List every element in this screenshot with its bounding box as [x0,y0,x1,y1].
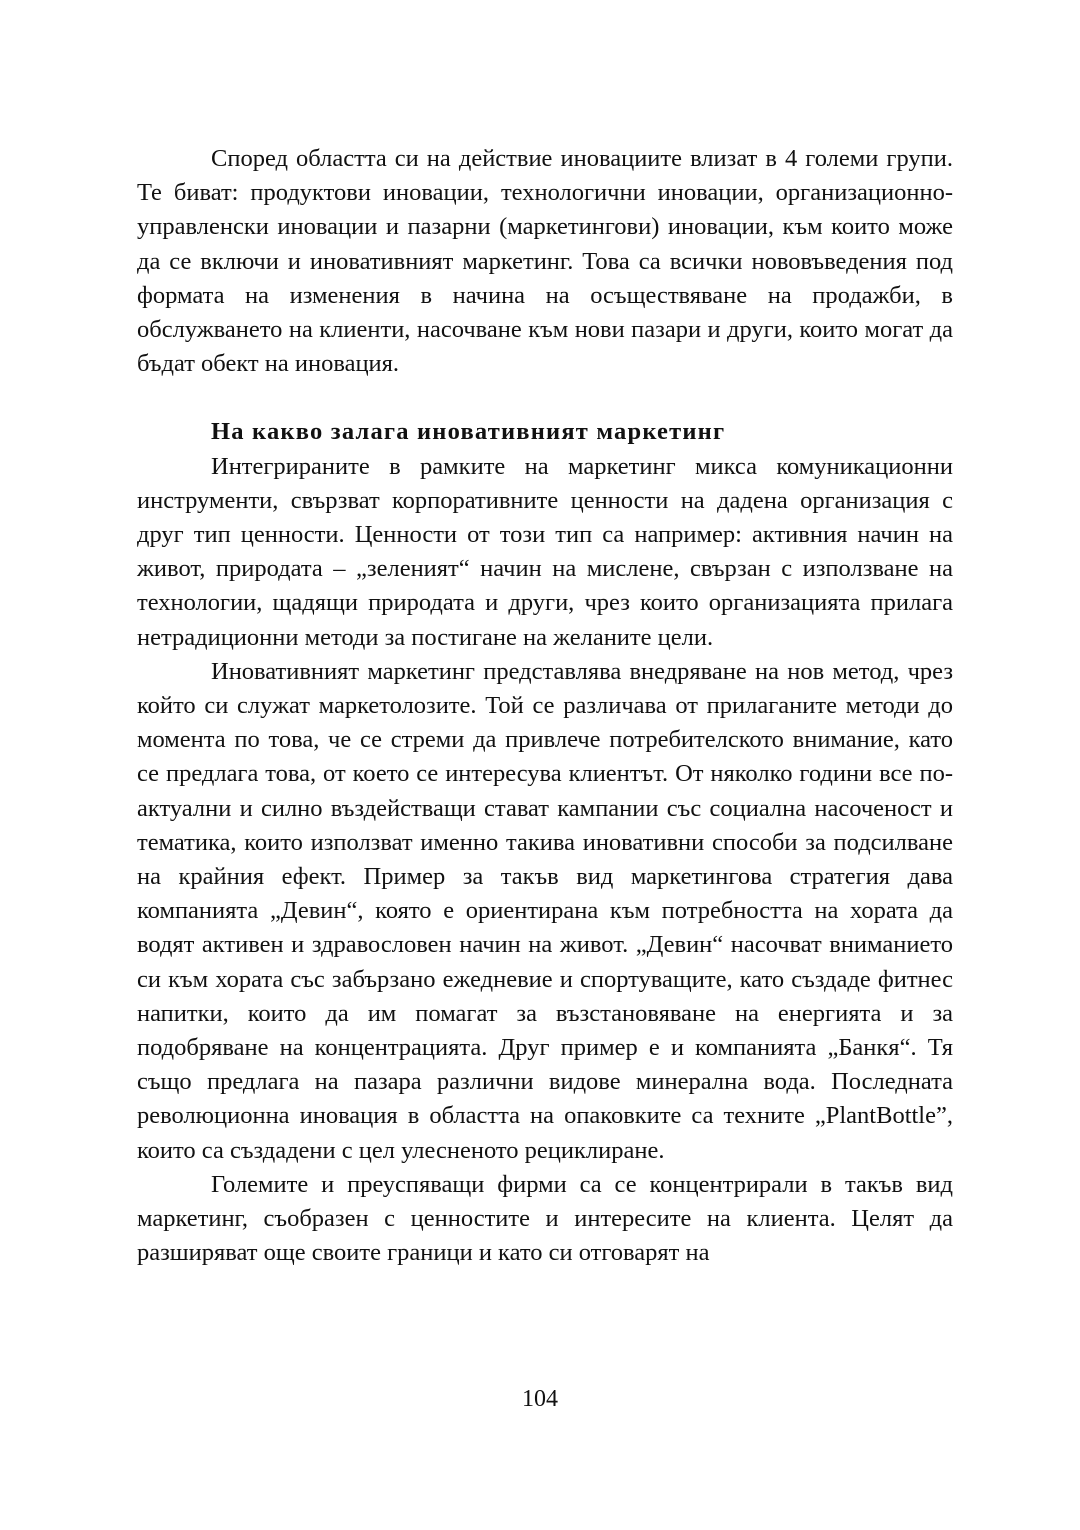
paragraph-innovation-groups: Според областта си на действие иновациите влизат в 4 големи групи. Те биват: продуктови иновации, технологични иновации, организационно-управленски иновации и пазарни (маркетингови) иновации, към които може да се включи и иновативният маркетинг. Това са всички нововъведения под формата на изменения в начина на осъществяване на продажби, в обслужването на клиенти, насочване към нови пазари и други, които могат да бъдат обект на иновация. [137,145,953,378]
page-body [137,142,953,1271]
section-heading: На какво залага иновативният маркетинг [211,418,726,446]
page-number: 104 [522,1386,558,1412]
paragraph-marketing-mix: Интегрираните в рамките на маркетинг микса комуникационни инструменти, свързват корпоративните ценности на дадена организация с друг тип ценности. Ценности от този тип са например: активния начин на живот, природата – „зеленият“ начин на мислене, свързан с използване на технологии, щадящи природата и други, чрез които организацията прилага нетрадиционни методи за постигане на желаните цели. [137,452,953,651]
paragraph-big-firms: Големите и преуспяващи фирми са се концентрирали в такъв вид маркетинг, съобразен с ценностите и интересите на клиента. Целят да разширяват още своите граници и като си отговарят на [137,1170,953,1267]
paragraph-innovative-marketing: Иновативният маркетинг представлява внедряване на нов метод, чрез който си служат маркетолозите. Той се различава от прилаганите методи до момента по това, че се стреми да привлече потребителското внимание, като се предлага това, от което се интересува клиентът. От няколко години все по-актуални и силно въздействащи стават кампании със социална насоченост и тематика, които използват именно такива иновативни способи за подсилване на крайния ефект. Пример за такъв вид маркетингова стратегия дава компанията „Девин“, която е ориентирана към потребността на хората да водят активен и здравословен начин на живот. „Девин“ насочват вниманието си към хората със забързано ежедневие и спортуващите, като създаде фитнес напитки, които да им помагат за възстановяване на енергията и за подобряване на концентрацията. Друг пример е и компанията „Банкя“. Тя също предлага на пазара различни видове минерална вода. Последната революционна иновация в областта на опаковките са техните „PlantBottle”, които са създадени с цел улесненото рециклиране. [137,657,953,1164]
